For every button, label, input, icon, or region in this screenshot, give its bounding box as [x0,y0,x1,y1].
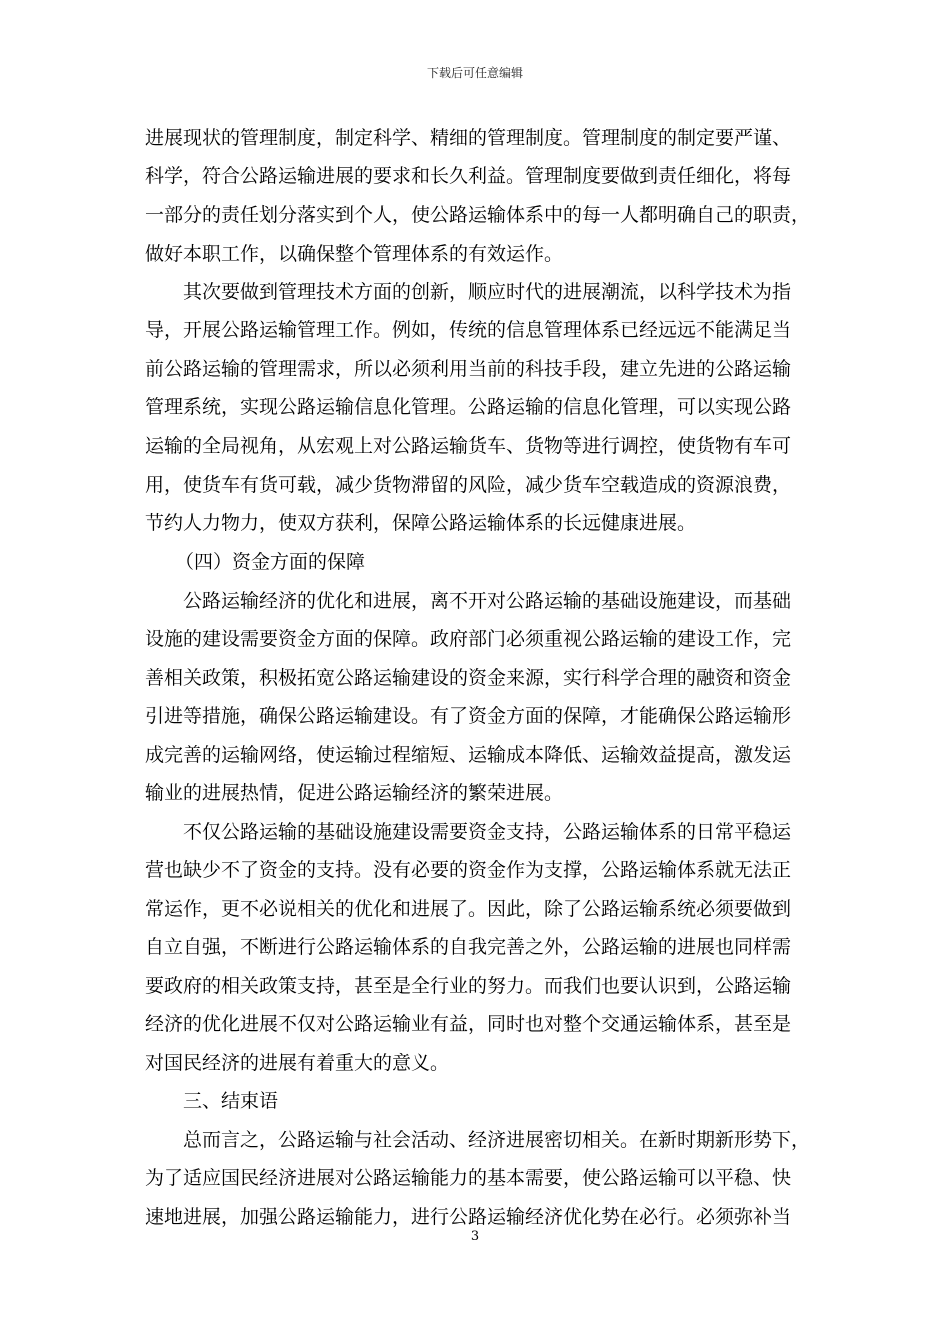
text-line: 做好本职工作，以确保整个管理体系的有效运作。 [145,243,564,265]
text-line: 三、结束语 [183,1090,279,1112]
text-line: 输业的进展热情，促进公路运输经济的繁荣进展。 [145,782,564,804]
text-line: 速地进展，加强公路运输能力，进行公路运输经济优化势在必行。必须弥补当 [145,1206,792,1228]
text-line: 常运作，更不必说相关的优化和进展了。因此，除了公路运输系统必须要做到 [145,898,792,920]
text-line: 总而言之，公路运输与社会活动、经济进展密切相关。在新时期新形势下， [183,1129,811,1151]
text-line: 引进等措施，确保公路运输建设。有了资金方面的保障，才能确保公路运输形 [145,705,792,727]
text-line: 营也缺少不了资金的支持。没有必要的资金作为支撑，公路运输体系就无法正 [145,859,792,881]
text-line: 一部分的责任划分落实到个人，使公路运输体系中的每一人都明确自己的职责， [145,204,811,226]
text-line: 善相关政策，积极拓宽公路运输建设的资金来源，实行科学合理的融资和资金 [145,667,792,689]
text-line: 要政府的相关政策支持，甚至是全行业的努力。而我们也要认识到，公路运输 [145,975,792,997]
text-line: 管理系统，实现公路运输信息化管理。公路运输的信息化管理，可以实现公路 [145,396,792,418]
text-line: 前公路运输的管理需求，所以必须利用当前的科技手段，建立先进的公路运输 [145,358,792,380]
text-line: 为了适应国民经济进展对公路运输能力的基本需要，使公路运输可以平稳、快 [145,1167,792,1189]
text-line: 对国民经济的进展有着重大的意义。 [145,1052,450,1074]
text-line: 成完善的运输网络，使运输过程缩短、运输成本降低、运输效益提高，激发运 [145,744,792,766]
text-line: 节约人力物力，使双方获利，保障公路运输体系的长远健康进展。 [145,512,697,534]
page-header: 下载后可任意编辑 [426,66,523,80]
text-line: 运输的全局视角，从宏观上对公路运输货车、货物等进行调控，使货物有车可 [145,435,792,457]
text-line: 不仅公路运输的基础设施建设需要资金支持，公路运输体系的日常平稳运 [183,821,792,843]
text-line: 科学，符合公路运输进展的要求和长久利益。管理制度要做到责任细化，将每 [145,165,792,187]
text-line: 用，使货车有货可载，减少货物滞留的风险，减少货车空载造成的资源浪费， [145,474,792,496]
text-line: 公路运输经济的优化和进展，离不开对公路运输的基础设施建设，而基础 [183,590,792,612]
text-line: 设施的建设需要资金方面的保障。政府部门必须重视公路运输的建设工作，完 [145,628,792,650]
text-line: 导，开展公路运输管理工作。例如，传统的信息管理体系已经远远不能满足当 [145,319,792,341]
text-line: 进展现状的管理制度，制定科学、精细的管理制度。管理制度的制定要严谨、 [145,127,792,149]
text-line: 其次要做到管理技术方面的创新，顺应时代的进展潮流，以科学技术为指 [183,281,792,303]
text-line: （四）资金方面的保障 [175,551,366,573]
text-line: 经济的优化进展不仅对公路运输业有益，同时也对整个交通运输体系，甚至是 [145,1013,792,1035]
page-number: 3 [470,1229,480,1244]
text-line: 自立自强，不断进行公路运输体系的自我完善之外，公路运输的进展也同样需 [145,936,792,958]
